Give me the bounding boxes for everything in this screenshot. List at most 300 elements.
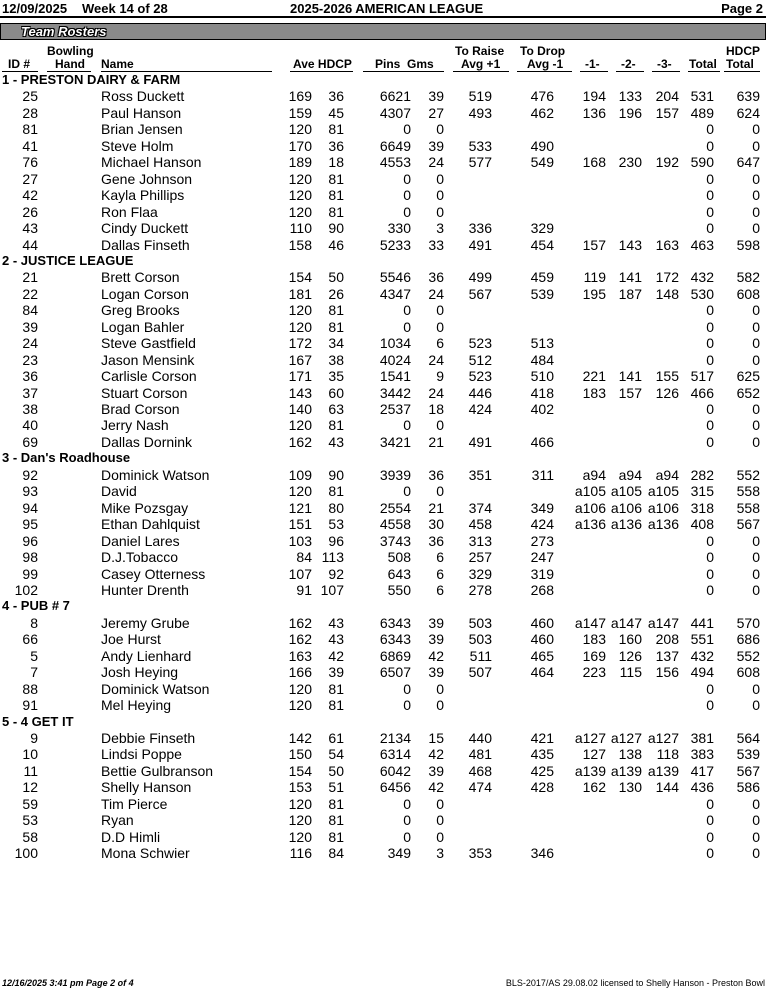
player-row bbox=[0, 237, 768, 253]
player-pins: 2134 bbox=[379, 730, 411, 746]
player-games: 0 bbox=[436, 417, 444, 434]
col-game2: -2- bbox=[621, 57, 636, 71]
player-pins: 0 bbox=[403, 187, 411, 204]
game-2-score: a105 bbox=[610, 483, 642, 500]
hdcp-total: 552 bbox=[736, 647, 760, 664]
player-average: 120 bbox=[288, 680, 312, 697]
player-average: 120 bbox=[288, 170, 312, 187]
player-row bbox=[0, 500, 768, 516]
player-row bbox=[0, 88, 768, 104]
player-row bbox=[0, 483, 768, 499]
player-games: 24 bbox=[428, 384, 444, 401]
hdcp-total: 570 bbox=[736, 614, 760, 631]
player-name: Stuart Corson bbox=[101, 384, 188, 401]
player-average: 120 bbox=[288, 795, 312, 812]
hdcp-total: 0 bbox=[752, 828, 760, 845]
player-pins: 2537 bbox=[379, 401, 411, 417]
player-id: 28 bbox=[22, 104, 38, 121]
to-drop-avg: 460 bbox=[530, 631, 554, 648]
hdcp-total: 0 bbox=[752, 187, 760, 204]
player-row bbox=[0, 302, 768, 318]
player-row bbox=[0, 417, 768, 433]
player-average: 159 bbox=[288, 104, 312, 121]
game-2-score: a147 bbox=[610, 614, 642, 631]
player-name: Greg Brooks bbox=[101, 302, 180, 319]
player-games: 21 bbox=[428, 499, 444, 516]
to-raise-avg: 577 bbox=[468, 154, 492, 171]
team-heading: 1 - PRESTON DAIRY & FARM bbox=[2, 72, 181, 87]
player-row bbox=[0, 664, 768, 680]
series-total: 0 bbox=[706, 302, 714, 319]
player-average: 120 bbox=[288, 417, 312, 434]
game-1-score: a136 bbox=[574, 516, 606, 533]
player-name: Josh Heying bbox=[101, 664, 179, 681]
series-total: 0 bbox=[706, 401, 714, 417]
col-total: Total bbox=[689, 57, 717, 71]
hdcp-total: 0 bbox=[752, 137, 760, 154]
game-1-score: 183 bbox=[582, 384, 606, 401]
player-games: 6 bbox=[436, 335, 444, 352]
col-raise: Avg +1 bbox=[461, 57, 501, 71]
header-underline bbox=[652, 71, 680, 72]
series-total: 0 bbox=[706, 581, 714, 598]
player-average: 110 bbox=[289, 220, 312, 237]
player-row bbox=[0, 746, 768, 762]
player-row bbox=[0, 154, 768, 170]
player-handicap: 26 bbox=[328, 285, 344, 302]
player-average: 120 bbox=[288, 697, 312, 714]
player-average: 153 bbox=[288, 779, 312, 796]
player-games: 3 bbox=[436, 845, 444, 862]
player-average: 143 bbox=[288, 384, 312, 401]
game-2-score: a127 bbox=[610, 730, 642, 746]
player-row bbox=[0, 138, 768, 154]
series-total: 517 bbox=[690, 368, 714, 385]
player-handicap: 92 bbox=[328, 565, 344, 582]
player-handicap: 43 bbox=[328, 614, 344, 631]
to-drop-avg: 539 bbox=[530, 285, 554, 302]
player-pins: 508 bbox=[387, 549, 411, 566]
player-name: Mike Pozsgay bbox=[101, 499, 189, 516]
series-total: 408 bbox=[690, 516, 714, 533]
player-games: 6 bbox=[436, 581, 444, 598]
to-raise-avg: 336 bbox=[468, 220, 492, 237]
player-games: 0 bbox=[436, 828, 444, 845]
player-name: Brett Corson bbox=[101, 269, 180, 286]
player-games: 24 bbox=[428, 351, 444, 368]
player-games: 24 bbox=[428, 154, 444, 171]
player-id: 25 bbox=[22, 88, 38, 105]
player-id: 92 bbox=[22, 466, 38, 483]
game-2-score: 160 bbox=[618, 631, 642, 648]
player-row bbox=[0, 812, 768, 828]
hdcp-total: 0 bbox=[752, 417, 760, 434]
player-handicap: 63 bbox=[328, 401, 344, 417]
player-average: 107 bbox=[288, 565, 312, 582]
game-1-score: 221 bbox=[582, 368, 606, 385]
series-total: 489 bbox=[690, 104, 714, 121]
player-average: 120 bbox=[288, 302, 312, 319]
game-3-score: a105 bbox=[647, 483, 679, 500]
player-handicap: 46 bbox=[328, 236, 344, 253]
player-row bbox=[0, 631, 768, 647]
hdcp-total: 0 bbox=[752, 549, 760, 566]
player-handicap: 39 bbox=[328, 664, 344, 681]
to-drop-avg: 311 bbox=[531, 466, 554, 483]
player-handicap: 50 bbox=[328, 269, 344, 286]
game-3-score: a139 bbox=[647, 762, 679, 779]
player-average: 120 bbox=[288, 121, 312, 138]
to-raise-avg: 503 bbox=[468, 614, 492, 631]
to-drop-avg: 428 bbox=[530, 779, 554, 796]
series-total: 436 bbox=[690, 779, 714, 796]
player-handicap: 51 bbox=[328, 779, 344, 796]
player-handicap: 81 bbox=[328, 417, 344, 434]
player-average: 121 bbox=[288, 499, 312, 516]
player-handicap: 90 bbox=[328, 466, 344, 483]
player-average: 151 bbox=[288, 516, 312, 533]
series-total: 466 bbox=[690, 384, 714, 401]
game-2-score: 157 bbox=[618, 384, 642, 401]
col-hand: Hand bbox=[55, 57, 85, 71]
player-row bbox=[0, 615, 768, 631]
series-total: 0 bbox=[706, 549, 714, 566]
header-underline bbox=[580, 71, 608, 72]
player-games: 3 bbox=[436, 220, 444, 237]
series-total: 0 bbox=[706, 335, 714, 352]
series-total: 318 bbox=[690, 499, 714, 516]
to-drop-avg: 510 bbox=[530, 368, 554, 385]
player-games: 6 bbox=[436, 565, 444, 582]
header-underline bbox=[363, 71, 444, 72]
player-id: 38 bbox=[22, 401, 38, 417]
game-1-score: 136 bbox=[582, 104, 606, 121]
game-2-score: 143 bbox=[618, 236, 642, 253]
to-raise-avg: 523 bbox=[468, 335, 492, 352]
player-id: 39 bbox=[22, 318, 38, 335]
hdcp-total: 0 bbox=[752, 812, 760, 829]
player-handicap: 80 bbox=[328, 499, 344, 516]
hdcp-total: 0 bbox=[752, 565, 760, 582]
game-1-score: 127 bbox=[582, 746, 606, 763]
series-total: 0 bbox=[706, 565, 714, 582]
player-average: 120 bbox=[288, 812, 312, 829]
player-pins: 6649 bbox=[379, 137, 411, 154]
player-row bbox=[0, 648, 768, 664]
player-row bbox=[0, 516, 768, 532]
series-total: 0 bbox=[706, 170, 714, 187]
player-handicap: 113 bbox=[321, 549, 344, 566]
game-2-score: 133 bbox=[618, 88, 642, 105]
to-raise-avg: 458 bbox=[468, 516, 492, 533]
to-raise-avg: 353 bbox=[468, 845, 492, 862]
to-drop-avg: 425 bbox=[530, 762, 554, 779]
player-average: 109 bbox=[288, 466, 312, 483]
to-raise-avg: 533 bbox=[468, 137, 492, 154]
hdcp-total: 598 bbox=[736, 236, 760, 253]
team-heading: 2 - JUSTICE LEAGUE bbox=[2, 252, 134, 268]
game-3-score: a136 bbox=[647, 516, 679, 533]
player-pins: 0 bbox=[403, 483, 411, 500]
hdcp-total: 608 bbox=[736, 285, 760, 302]
game-2-score: 187 bbox=[618, 285, 642, 302]
player-name: Shelly Hanson bbox=[101, 779, 192, 796]
game-1-score: a127 bbox=[574, 730, 606, 746]
col-drop: Avg -1 bbox=[527, 57, 564, 71]
player-row bbox=[0, 269, 768, 285]
col-pins-gms: Pins Gms bbox=[375, 57, 434, 71]
player-name: Kayla Phillips bbox=[101, 187, 185, 204]
game-3-score: 163 bbox=[655, 236, 679, 253]
player-handicap: 54 bbox=[328, 746, 344, 763]
player-name: Logan Corson bbox=[101, 285, 189, 302]
player-id: 24 bbox=[22, 335, 38, 352]
league-title: 2025-2026 AMERICAN LEAGUE bbox=[290, 1, 484, 16]
player-row bbox=[0, 352, 768, 368]
series-total: 551 bbox=[690, 631, 714, 648]
player-games: 27 bbox=[428, 104, 444, 121]
to-raise-avg: 507 bbox=[468, 664, 492, 681]
to-raise-avg: 351 bbox=[468, 466, 492, 483]
player-average: 91 bbox=[296, 581, 312, 598]
player-name: Tim Pierce bbox=[101, 795, 168, 812]
player-id: 43 bbox=[22, 220, 38, 237]
player-average: 181 bbox=[288, 285, 312, 302]
player-games: 42 bbox=[428, 647, 444, 664]
player-handicap: 81 bbox=[328, 170, 344, 187]
player-id: 27 bbox=[22, 170, 38, 187]
game-3-score: 155 bbox=[655, 368, 679, 385]
player-games: 15 bbox=[428, 730, 444, 746]
player-name: Debbie Finseth bbox=[101, 730, 196, 746]
player-name: Ross Duckett bbox=[101, 88, 185, 105]
player-id: 58 bbox=[22, 828, 38, 845]
player-average: 103 bbox=[288, 532, 312, 549]
player-average: 120 bbox=[288, 187, 312, 204]
player-row bbox=[0, 763, 768, 779]
series-total: 432 bbox=[690, 647, 714, 664]
to-drop-avg: 346 bbox=[530, 845, 554, 862]
player-handicap: 81 bbox=[328, 203, 344, 220]
player-name: Joe Hurst bbox=[101, 631, 161, 648]
to-drop-avg: 476 bbox=[530, 88, 554, 105]
player-pins: 3421 bbox=[379, 433, 411, 450]
series-total: 463 bbox=[690, 236, 714, 253]
game-1-score: 168 bbox=[582, 154, 606, 171]
to-drop-avg: 421 bbox=[530, 730, 554, 746]
series-total: 441 bbox=[690, 614, 714, 631]
player-id: 102 bbox=[14, 581, 38, 598]
player-id: 100 bbox=[14, 845, 38, 862]
player-pins: 6343 bbox=[379, 614, 411, 631]
series-total: 0 bbox=[706, 187, 714, 204]
player-id: 12 bbox=[22, 779, 38, 796]
player-row bbox=[0, 204, 768, 220]
player-average: 120 bbox=[288, 318, 312, 335]
col-game1: -1- bbox=[585, 57, 600, 71]
to-drop-avg: 402 bbox=[530, 401, 554, 417]
game-2-score: a139 bbox=[610, 762, 642, 779]
player-handicap: 60 bbox=[328, 384, 344, 401]
player-pins: 4553 bbox=[379, 154, 411, 171]
hdcp-total: 0 bbox=[752, 121, 760, 138]
game-1-score: 183 bbox=[582, 631, 606, 648]
col-id: ID # bbox=[8, 57, 31, 71]
header-underline bbox=[453, 71, 509, 72]
game-3-score: 137 bbox=[655, 647, 679, 664]
player-id: 42 bbox=[22, 187, 38, 204]
header-underline bbox=[688, 71, 720, 72]
to-drop-avg: 319 bbox=[530, 565, 554, 582]
hdcp-total: 0 bbox=[752, 203, 760, 220]
player-name: Steve Holm bbox=[101, 137, 174, 154]
hdcp-total: 567 bbox=[736, 516, 760, 533]
player-average: 172 bbox=[288, 335, 312, 352]
player-id: 37 bbox=[22, 384, 38, 401]
game-3-score: 204 bbox=[655, 88, 679, 105]
player-games: 21 bbox=[428, 433, 444, 450]
player-id: 23 bbox=[22, 351, 38, 368]
series-total: 282 bbox=[690, 466, 714, 483]
player-id: 59 bbox=[22, 795, 38, 812]
series-total: 417 bbox=[690, 762, 714, 779]
player-id: 81 bbox=[22, 121, 38, 138]
player-handicap: 81 bbox=[328, 302, 344, 319]
player-row bbox=[0, 697, 768, 713]
player-handicap: 84 bbox=[328, 845, 344, 862]
player-id: 26 bbox=[22, 203, 38, 220]
player-pins: 5546 bbox=[379, 269, 411, 286]
player-games: 24 bbox=[428, 285, 444, 302]
player-id: 41 bbox=[22, 137, 38, 154]
player-handicap: 81 bbox=[328, 121, 344, 138]
player-pins: 5233 bbox=[379, 236, 411, 253]
hdcp-total: 0 bbox=[752, 697, 760, 714]
player-handicap: 81 bbox=[328, 483, 344, 500]
to-drop-avg: 329 bbox=[530, 220, 554, 237]
game-3-score: a106 bbox=[647, 499, 679, 516]
player-games: 36 bbox=[428, 269, 444, 286]
player-pins: 6456 bbox=[379, 779, 411, 796]
to-drop-avg: 464 bbox=[530, 664, 554, 681]
player-games: 39 bbox=[428, 631, 444, 648]
player-average: 142 bbox=[288, 730, 312, 746]
player-pins: 550 bbox=[387, 581, 411, 598]
header-underline bbox=[290, 71, 353, 72]
player-pins: 1034 bbox=[379, 335, 411, 352]
player-pins: 0 bbox=[403, 828, 411, 845]
player-name: Jerry Nash bbox=[101, 417, 169, 434]
player-games: 0 bbox=[436, 483, 444, 500]
player-id: 10 bbox=[22, 746, 38, 763]
game-1-score: 119 bbox=[583, 269, 606, 286]
player-games: 0 bbox=[436, 203, 444, 220]
to-drop-avg: 549 bbox=[530, 154, 554, 171]
to-raise-avg: 512 bbox=[468, 351, 492, 368]
to-drop-avg: 418 bbox=[530, 384, 554, 401]
player-name: Dominick Watson bbox=[101, 466, 210, 483]
player-handicap: 107 bbox=[320, 581, 344, 598]
game-1-score: a94 bbox=[582, 466, 606, 483]
hdcp-total: 0 bbox=[752, 401, 760, 417]
player-games: 39 bbox=[428, 614, 444, 631]
to-drop-avg: 513 bbox=[530, 335, 554, 352]
game-3-score: a127 bbox=[647, 730, 679, 746]
player-handicap: 35 bbox=[328, 368, 344, 385]
to-drop-avg: 454 bbox=[530, 236, 554, 253]
player-name: Lindsi Poppe bbox=[101, 746, 182, 763]
to-drop-avg: 247 bbox=[530, 549, 554, 566]
player-name: David bbox=[101, 483, 137, 500]
player-pins: 6314 bbox=[379, 746, 411, 763]
game-3-score: 126 bbox=[655, 384, 679, 401]
hdcp-total: 558 bbox=[736, 499, 760, 516]
player-handicap: 81 bbox=[328, 318, 344, 335]
game-3-score: 172 bbox=[655, 269, 679, 286]
player-name: Ethan Dahlquist bbox=[101, 516, 200, 533]
section-title: Team Rosters bbox=[21, 24, 107, 39]
game-3-score: 157 bbox=[655, 104, 679, 121]
to-raise-avg: 278 bbox=[468, 581, 492, 598]
to-drop-avg: 459 bbox=[530, 269, 554, 286]
player-row bbox=[0, 845, 768, 861]
player-pins: 4558 bbox=[379, 516, 411, 533]
player-row bbox=[0, 220, 768, 236]
series-total: 530 bbox=[690, 285, 714, 302]
to-drop-avg: 349 bbox=[530, 499, 554, 516]
hdcp-total: 608 bbox=[736, 664, 760, 681]
player-pins: 4307 bbox=[379, 104, 411, 121]
game-2-score: 115 bbox=[619, 664, 642, 681]
player-row bbox=[0, 681, 768, 697]
player-name: Dallas Finseth bbox=[101, 236, 190, 253]
to-drop-avg: 268 bbox=[530, 581, 554, 598]
player-id: 9 bbox=[30, 730, 38, 746]
player-row bbox=[0, 582, 768, 598]
player-name: Hunter Drenth bbox=[101, 581, 189, 598]
player-average: 154 bbox=[288, 269, 312, 286]
player-pins: 0 bbox=[403, 318, 411, 335]
player-games: 0 bbox=[436, 170, 444, 187]
game-1-score: 194 bbox=[582, 88, 606, 105]
player-pins: 6042 bbox=[379, 762, 411, 779]
player-handicap: 18 bbox=[328, 154, 344, 171]
player-handicap: 43 bbox=[328, 631, 344, 648]
game-1-score: 195 bbox=[582, 285, 606, 302]
player-games: 39 bbox=[428, 88, 444, 105]
player-pins: 6621 bbox=[379, 88, 411, 105]
player-games: 9 bbox=[436, 368, 444, 385]
player-name: Jason Mensink bbox=[101, 351, 195, 368]
player-id: 99 bbox=[22, 565, 38, 582]
to-raise-avg: 499 bbox=[468, 269, 492, 286]
player-name: D.J.Tobacco bbox=[101, 549, 179, 566]
player-pins: 349 bbox=[387, 845, 411, 862]
player-pins: 330 bbox=[387, 220, 411, 237]
game-3-score: 156 bbox=[655, 664, 679, 681]
player-average: 116 bbox=[289, 845, 312, 862]
game-2-score: 141 bbox=[618, 269, 642, 286]
player-name: Daniel Lares bbox=[101, 532, 180, 549]
series-total: 0 bbox=[706, 433, 714, 450]
player-pins: 6869 bbox=[379, 647, 411, 664]
hdcp-total: 625 bbox=[736, 368, 760, 385]
to-raise-avg: 374 bbox=[468, 499, 492, 516]
player-name: Brian Jensen bbox=[101, 121, 183, 138]
game-3-score: 192 bbox=[655, 154, 679, 171]
player-handicap: 50 bbox=[328, 762, 344, 779]
player-games: 36 bbox=[428, 532, 444, 549]
